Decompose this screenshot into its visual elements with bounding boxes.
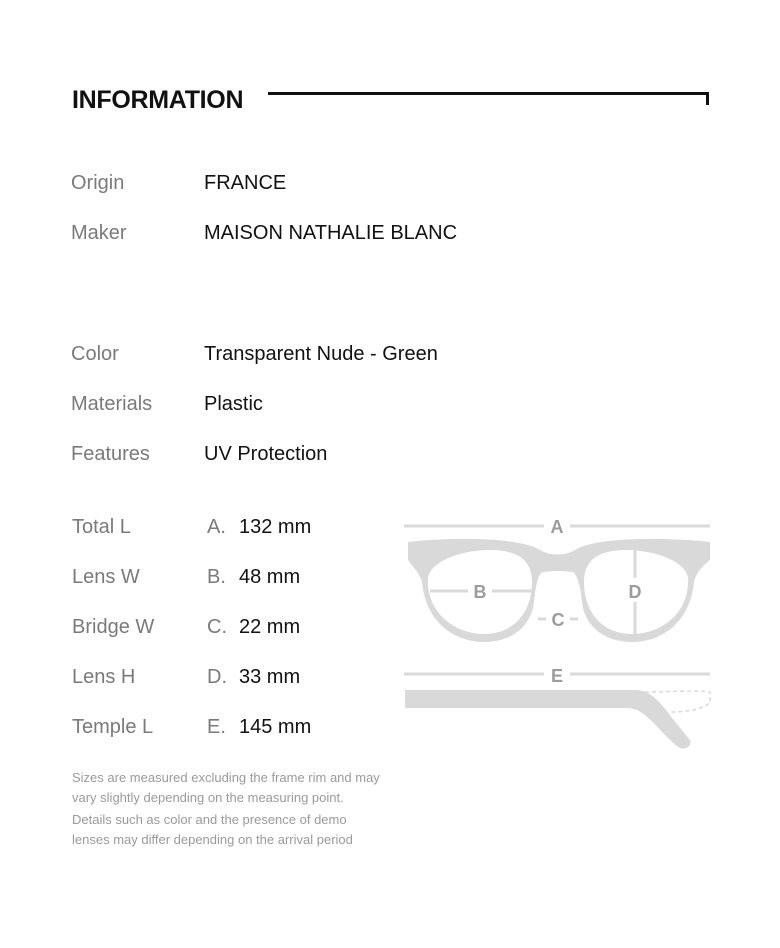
temple-length-value: 145 mm	[239, 716, 312, 738]
glasses-temple-icon	[405, 690, 710, 749]
origin-value: FRANCE	[204, 172, 287, 194]
dimension-label-b: B	[473, 582, 487, 602]
heading-rule	[268, 92, 709, 95]
features-row	[71, 443, 391, 473]
lens-height-label: Lens H	[72, 666, 136, 688]
details-note-line-1: Details such as color and the presence of demo	[72, 812, 347, 827]
materials-row	[71, 393, 391, 423]
origin-row	[71, 172, 391, 202]
maker-label: Maker	[71, 222, 127, 244]
lens-width-value: 48 mm	[239, 566, 301, 588]
color-value: Transparent Nude - Green	[204, 343, 438, 365]
total-length-label: Total L	[72, 516, 131, 538]
maker-value: MAISON NATHALIE BLANC	[204, 222, 458, 244]
materials-value: Plastic	[204, 393, 263, 415]
measurement-note-line-1: Sizes are measured excluding the frame rim and may	[72, 770, 380, 785]
measurement-note-line-2: vary slightly depending on the measuring point.	[72, 790, 344, 805]
measurement-row-lens-height	[71, 666, 391, 696]
temple-length-label: Temple L	[72, 716, 154, 738]
temple-length-letter: E.	[207, 716, 226, 738]
dimension-label-c: C	[551, 610, 565, 630]
measurement-note	[72, 768, 402, 808]
color-label: Color	[71, 343, 119, 365]
materials-label: Materials	[71, 393, 153, 415]
dimension-label-d: D	[628, 582, 642, 602]
measurement-row-temple-length	[71, 716, 391, 746]
origin-label: Origin	[71, 172, 125, 194]
maker-row	[71, 222, 458, 252]
features-value: UV Protection	[204, 443, 328, 465]
measurement-row-lens-width	[71, 566, 391, 596]
details-note	[72, 810, 402, 850]
bridge-width-label: Bridge W	[72, 616, 155, 638]
lens-height-value: 33 mm	[239, 666, 301, 688]
lens-width-letter: B.	[207, 566, 226, 588]
lens-width-label: Lens W	[72, 566, 140, 588]
features-label: Features	[71, 443, 150, 465]
dimension-label-a: A	[550, 517, 564, 537]
bridge-width-value: 22 mm	[239, 616, 301, 638]
total-length-value: 132 mm	[239, 516, 312, 538]
glasses-size-diagram	[400, 512, 720, 762]
bridge-width-letter: C.	[207, 616, 227, 638]
total-length-letter: A.	[207, 516, 226, 538]
measurement-row-bridge-width	[71, 616, 391, 646]
dimension-label-e: E	[550, 666, 564, 686]
heading-rule-tick	[706, 92, 709, 105]
color-row	[71, 343, 438, 373]
details-note-line-2: lenses may differ depending on the arrival period	[72, 832, 353, 847]
information-heading: INFORMATION	[72, 86, 244, 114]
lens-height-letter: D.	[207, 666, 227, 688]
measurement-row-total-length	[71, 516, 391, 546]
